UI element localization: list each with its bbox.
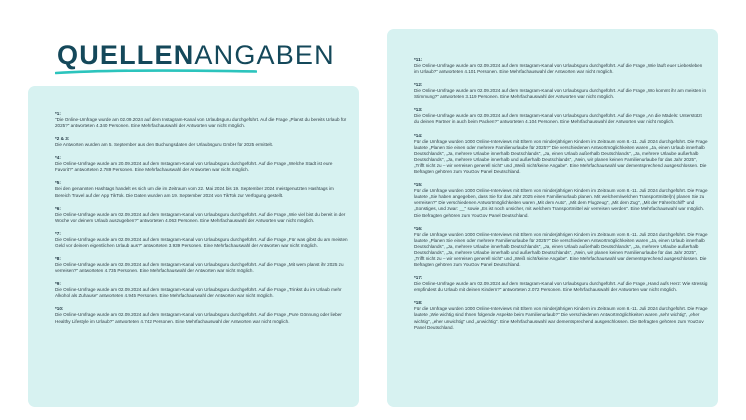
footnote-text: Für die Umfrage wurden 1000 Online-Interviews mit Eltern von minderjährigen Kindern im Zeitraum vom 8.-11. Juli 2024 durchgeführt. Die Frage lautete „Planen Sie einen oder mehrere Familienurlaube für 2025?" Die verschiedenen Antwortmöglichkeiten waren „Ja, einen Urlaub innerhalb Deutschlands", „Ja, mehrere Urlaube innerhalb Deutschlands", „Ja, einen Urlaub außerhalb Deutschlands", „Ja, mehrere Urlaube außerhalb Deutschlands", „Ja, mehrere Urlaube innerhalb und außerhalb Deutschlands", „Nein, wir planen keinen Familienurlaube für das Jahr 2025", „Trifft nicht zu – wir verreisen generell nicht" und „Weiß nicht/keine Angabe". Eine Mehrfachauswahl war dementsprechend ausgeschlossen. Die Befragten gehören zum YouGov Panel Deutschland. (414, 231, 708, 268)
footnote (55, 281, 349, 299)
footnote-text: Die Online-Umfrage wurde am 02.09.2024 auf dem Instagram-Kanal von Urlaubsguru durchgeführt. Auf die Frage „Für was gibst du am meisten Geld vor deinem eigentlichen Urlaub aus?" antworteten 3.939 Personen. Eine Mehrfachauswahl der Antworten war nicht möglich. (55, 236, 348, 248)
footnote-number: *4: (55, 155, 61, 161)
footnote-text: Die Online-Umfrage wurde am 02.09.2024 auf dem Instagram-Kanal von Urlaubsguru durchgeführt. Auf die Frage „Pure Gönnung oder lieber Healthy Lifestyle im Urlaub?" antworteten 4.742 Personen. Eine Mehrfachauswahl der Antworten war nicht möglich. (55, 312, 342, 324)
footnote-number: *6: (55, 205, 61, 211)
footnote-text: Die Online-Umfrage wurde am 02.09.2024 auf dem Instagram-Kanal von Urlaubsguru durchgeführt. Auf die Frage „Hand aufs Herz: Wie stressig empfindest du Urlaub mit deinen Kindern?" antworteten 2.072 Personen. Eine Mehrfachauswahl der Antworten war nicht möglich. (414, 281, 708, 293)
footnote-number: *12: (414, 82, 423, 88)
page-title-light: ANGABEN (194, 40, 335, 70)
footnote-number: *16: (414, 225, 423, 231)
footnote-text: Die Antworten wurden am 5. September aus den Buchungsdaten der Urlaubsguru GmbH für 2025 ermittelt. (55, 142, 274, 148)
footnote (414, 57, 708, 75)
footnote (414, 82, 708, 100)
page-title (57, 40, 335, 70)
footnote (414, 107, 708, 125)
footnote-number: *5: (55, 180, 61, 186)
footnote (55, 155, 349, 173)
footnote-number: *10: (55, 306, 64, 312)
footnote (414, 226, 708, 269)
footnote-text: Für die Umfrage wurden 1000 Online-Interviews mit Eltern von minderjährigen Kindern im Zeitraum vom 8.-11. Juli 2024 durchgeführt. Die Frage lautete „Planen Sie einen oder mehrere Familienurlaube für 2025?" Die verschiedenen Antwortmöglichkeiten waren „Ja, einen Urlaub innerhalb Deutschlands", „Ja, mehrere Urlaube innerhalb Deutschlands", „Ja, einen Urlaub außerhalb Deutschlands", „Ja, mehrere Urlaube außerhalb Deutschlands", „Ja, mehrere Urlaube innerhalb und außerhalb Deutschlands", „Nein, wir planen keinen Familienurlaube für das Jahr 2025", „Trifft nicht zu – wir verreisen generell nicht" und „Weiß nicht/keine Angabe". Eine Mehrfachauswahl war dementsprechend ausgeschlossen. Die Befragten gehören zum YouGov Panel Deutschland. (414, 138, 708, 175)
footnote-text: Bei den genannten Hashtags handelt es sich um die im Zeitraum vom 22. Mai 2024 bis 19. September 2024 meistgenutzten Hashtags im Bereich Travel auf der App TikTok. Die Daten wurden am 19. September 2024 von TikTok zur Verfügung gestellt. (55, 186, 334, 198)
footnote (55, 206, 349, 224)
footnote-number: *14: (414, 132, 423, 138)
footnote-text: Die Online-Umfrage wurde am 02.09.2024 auf dem Instagram-Kanal von Urlaubsguru durchgeführt. Auf die Frage „Wie läuft euer Liebesleben im Urlaub?" antworteten 4.101 Personen. Eine Mehrfachauswahl der Antworten war nicht möglich. (414, 63, 703, 75)
footnote-number: *7: (55, 230, 61, 236)
footnote-text: Die Online-Umfrage wurde am 02.09.2024 auf dem Instagram-Kanal von Urlaubsguru durchgeführt. Auf die Frage „Mit wem planst ihr 2025 zu verreisen?" antworteten 4.735 Personen. Eine Mehrfachauswahl der Antworten war nicht möglich. (55, 262, 344, 274)
footnote (414, 182, 708, 218)
footnote-number: *8: (55, 256, 61, 262)
footnote-text: "Die Online-Umfrage wurde am 02.09.2024 auf dem Instagram-Kanal von Urlaubsguru durchgeführt. Auf die Frage „Planst du bereits Urlaub für 2025?" antworteten 4.340 Personen. Eine Mehrfachauswahl der Antworten war nicht möglich. (55, 117, 347, 129)
footnote-text: Die Online-Umfrage wurde am 02.09.2024 auf dem Instagram-Kanal von Urlaubsguru durchgeführt. Auf die Frage „Wo kommt ihr am meisten in Stimmung?" antworteten 3.119 Personen. Eine Mehrfachauswahl der Antworten war nicht möglich. (414, 88, 707, 100)
footnote-text: Die Online-Umfrage wurde am 20.09.2024 auf dem Instagram-Kanal von Urlaubsguru durchgeführt. Auf die Frage „Welche Stadt ist eure Favorit?" antworteten 2.789 Personen. Eine Mehrfachauswahl der Antworten war nicht möglich. (55, 161, 333, 173)
footnote-text: Die Online-Umfrage wurde am 02.09.2024 auf dem Instagram-Kanal von Urlaubsguru durchgeführt. Auf die Frage „An die Mädels: Unterstützt du deinen Partner in auch beim Packen?" antworteten 4.104 Personen. Eine Mehrfachauswahl der Antworten war nicht möglich. (414, 113, 702, 125)
footnote (55, 231, 349, 249)
footnote-text: Die Online-Umfrage wurde am 02.09.2024 auf dem Instagram-Kanal von Urlaubsguru durchgeführt. Auf die Frage „Trinkst du im Urlaub mehr Alkohol als Zuhause" antworteten 4.945 Personen. Eine Mehrfachauswahl der Antworten war nicht möglich. (55, 287, 342, 299)
footnote-number: *15: (414, 182, 423, 188)
footnote (414, 275, 708, 293)
footnote-number: *9: (55, 281, 61, 287)
footnote (55, 180, 349, 198)
footnote-number: *2 & 3: (55, 136, 70, 142)
footnote (414, 133, 708, 176)
footnote (55, 111, 349, 129)
footnote-number: *11: (414, 57, 423, 62)
sources-panel-right (387, 29, 718, 407)
footnote-number: *1: (55, 111, 61, 116)
page-title-bold: QUELLEN (57, 40, 195, 70)
footnote (55, 136, 349, 148)
footnote-number: *17: (414, 275, 423, 281)
footnote-text: Die Online-Umfrage wurde am 02.09.2024 auf dem Instagram-Kanal von Urlaubsguru durchgeführt. Auf die Frage „Wie viel bist du bereit in der Woche vor deinem Urlaub auszugeben?" antworteten 4.063 Personen. Eine Mehrfachauswahl der Antworten war nicht möglich. (55, 211, 346, 223)
footnote-number: *13: (414, 107, 423, 113)
sources-panel-left (28, 86, 359, 407)
footnote (55, 306, 349, 324)
title-underline-brush (55, 68, 257, 75)
footnote-number: *18: (414, 300, 423, 306)
footnote (55, 256, 349, 274)
footnote-text: Für die Umfrage wurden 1000 Online-Interviews mit Eltern von minderjährigen Kindern im Zeitraum vom 8.-11. Juli 2024 durchgeführt. Die Frage lautete „Wie wichtig sind Ihnen folgende Aspekte beim Familienurlaub?" Die verschiedenen Antwortmöglichkeiten waren „sehr wichtig", „eher wichtig", „eher unwichtig" und „unwichtig". Eine Mehrfachauswahl war dementsprechend ausgeschlossen. Die Befragten gehören zum YouGov Panel Deutschland. (414, 306, 708, 330)
footnote-text: Für die Umfrage wurden 1000 Online-Interviews mit Eltern von minderjährigen Kindern im Zeitraum vom 8.-11. Juli 2024 durchgeführt. Die Frage lautete „Sie haben angegeben, dass Sie für das Jahr 2025 einen Familienurlaub planen. Mit welchem/welchen Transportmittel(n) planen Sie zu verreisen?" Die verschiedenen Antwortmöglichkeiten waren „Mit dem Auto", „Mit dem Flugzeug", „Mit dem Zug", „Mit der Fähre/Schiff" und „Sonstiges, und zwar: __" sowie „Es ist noch unsicher, mit welchem Transportmittel wir verreisen werden". Eine Mehrfachauswahl war möglich. Die Befragten gehören zum YouGov Panel Deutschland. (414, 188, 708, 218)
footnote (414, 300, 708, 330)
